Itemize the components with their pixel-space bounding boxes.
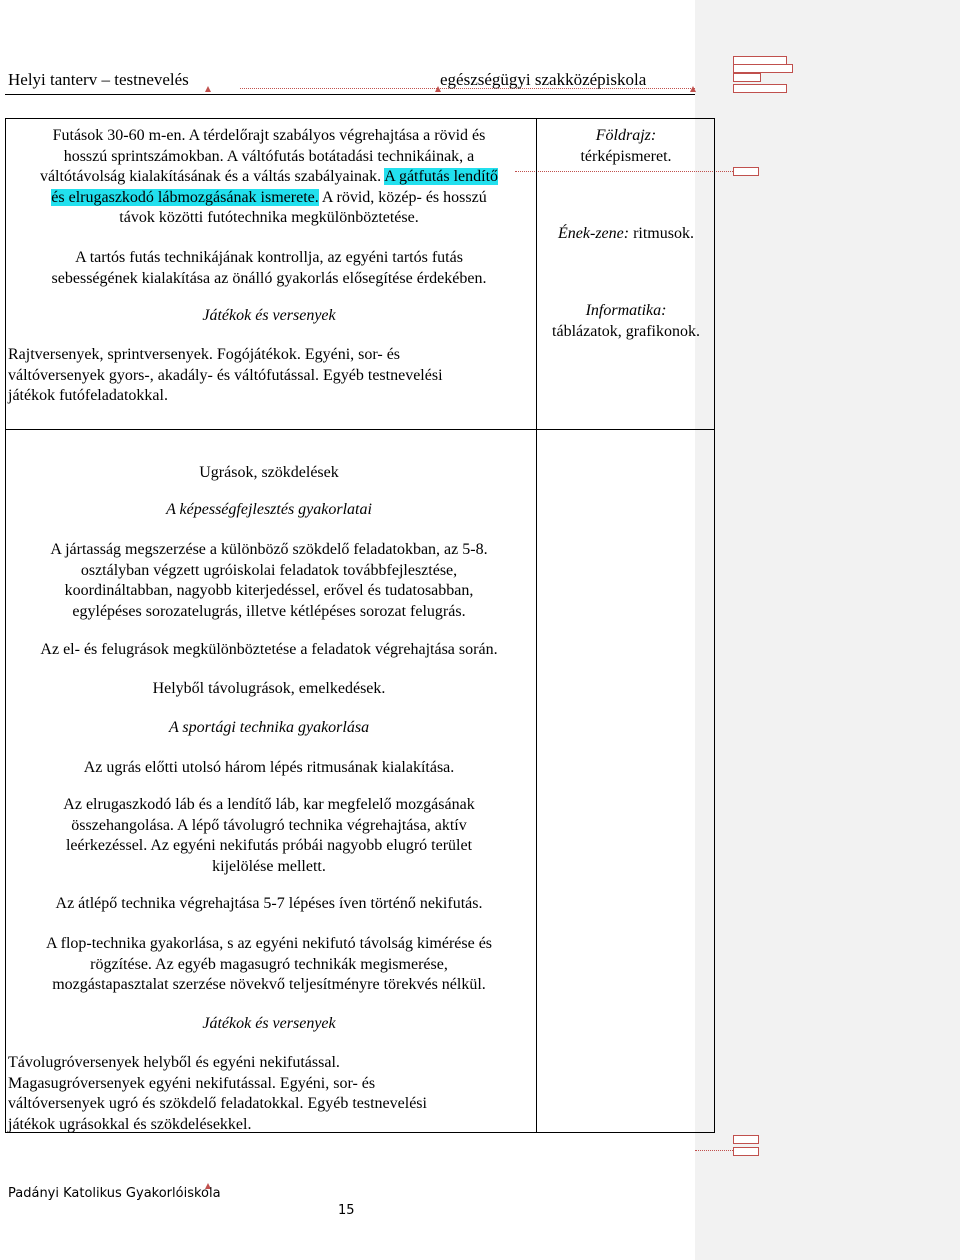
header-rule (5, 94, 695, 95)
subheading-abilities: A képességfejlesztés gyakorlatai (166, 501, 372, 518)
text-paragraph: Az átlépő technika végrehajtása 5-7 lépéses íven történő nekifutás. (55, 895, 483, 912)
text-line: egylépéses sorozatelugrás, illetve kétlépéses sorozat felugrás. (72, 602, 466, 620)
comment-balloon[interactable] (733, 73, 761, 82)
subject-label: Ének-zene: (558, 225, 630, 242)
subheading-technique: A sportági technika gyakorlása (168, 719, 370, 736)
text-line: távok közötti futótechnika megkülönböztetése. (119, 209, 419, 226)
comment-balloon[interactable] (733, 1147, 759, 1156)
text-line: leérkezéssel. Az egyéni nekifutás próbái nagyobb elugró terület (65, 837, 473, 854)
text-line: váltóversenyek gyors-, akadály- és váltófutással. Egyéb testnevelési (8, 366, 443, 384)
games-paragraph (8, 345, 533, 407)
text-line: kijelölése mellett. (212, 857, 326, 875)
text-line: A flop-technika gyakorlása, s az egyéni nekifutó távolság kimérése és (45, 935, 493, 952)
text-line: A tartós futás technikájának kontrollja, az egyéni tartós futás (75, 249, 463, 266)
highlighted-text: A gátfutás lendítő (384, 168, 499, 185)
text-line: hosszú sprintszámokban. A váltófutás botátadási technikáinak, a (63, 147, 475, 165)
subject-label: Földrajz: (595, 127, 657, 144)
text-line: Futások 30-60 m-en. A térdelőrajt szabályos végrehajtása a rövid és (52, 127, 486, 144)
text-line: sebességének kialakítása az önálló gyakorlás elősegítése érdekében. (51, 269, 487, 287)
running-paragraph (5, 126, 533, 229)
text-line: Rajtversenyek, sprintversenyek. Fogójátékok. Egyéni, sor- és (8, 346, 401, 363)
text-line: váltóversenyek ugró és szökdelő feladatokkal. Egyéb testnevelési (8, 1095, 427, 1112)
jumping-paragraph (5, 540, 533, 622)
text-paragraph: Az ugrás előtti utolsó három lépés ritmusának kialakítása. (83, 759, 455, 776)
link-music (536, 224, 716, 245)
text-line: összehangolása. A lépő távolugró technika végrehajtása, aktív (71, 816, 467, 834)
page-number: 15 (338, 1203, 355, 1218)
comment-balloon[interactable] (733, 1135, 759, 1144)
comment-margin-pane (695, 0, 960, 1260)
high-jump-paragraph (5, 934, 533, 996)
jump-games-paragraph (8, 1053, 533, 1135)
section-title: Ugrások, szökdelések (199, 464, 339, 481)
page-header (0, 70, 695, 94)
comment-balloon[interactable] (733, 167, 759, 176)
text-run: A rövid, közép- és hosszú (318, 188, 487, 206)
endurance-paragraph (5, 248, 533, 289)
link-geography (536, 126, 716, 167)
text-line: A jártasság megszerzése a különböző szökdelő feladatokban, az 5-8. (50, 541, 488, 558)
link-informatics (536, 301, 716, 342)
comment-balloon[interactable] (733, 84, 787, 93)
highlighted-text: és elrugaszkodó lábmozgásának ismerete. (51, 188, 319, 206)
long-jump-paragraph (5, 795, 533, 877)
header-school: egészségügyi szakközépiskola (440, 70, 647, 89)
footer-school: Padányi Katolikus Gyakorlóiskola (8, 1186, 221, 1201)
subject-label: Informatika: (585, 302, 667, 319)
text-line: osztályban végzett ugróiskolai feladatok továbbfejlesztése, (80, 561, 458, 579)
text-line (5, 188, 533, 209)
text-line: játékok ugrásokkal és szökdelésekkel. (8, 1115, 252, 1133)
text-paragraph: Helyből távolugrások, emelkedések. (152, 680, 386, 697)
text-run: váltótávolság kialakításának és a váltás szabályainak. (39, 168, 385, 185)
games-heading: Játékok és versenyek (202, 307, 336, 324)
subject-text: ritmusok. (629, 225, 694, 242)
text-line: mozgástapasztalat szerzése növekvő teljesítményre törekvés nélkül. (52, 976, 486, 993)
subject-text: térképismeret. (580, 147, 672, 165)
text-line: játékok futófeladatokkal. (8, 387, 168, 404)
header-title: Helyi tanterv – testnevelés (8, 70, 189, 89)
column-divider (536, 119, 537, 1132)
comment-connector (695, 1150, 733, 1151)
text-paragraph: Az el- és felugrások megkülönböztetése a feladatok végrehajtása során. (40, 641, 498, 658)
comment-balloon[interactable] (733, 64, 793, 73)
row-divider (6, 429, 714, 430)
text-line: Az elrugaszkodó láb és a lendítő láb, kar megfelelő mozgásának (63, 796, 475, 813)
subject-text: táblázatok, grafikonok. (552, 322, 700, 340)
text-line: Távolugróversenyek helyből és egyéni nekifutással. (8, 1054, 340, 1071)
games-heading: Játékok és versenyek (202, 1015, 336, 1032)
text-line: rögzítése. Az egyéb magasugró technikák megismerése, (90, 955, 448, 973)
text-line: Magasugróversenyek egyéni nekifutással. Egyéni, sor- és (8, 1074, 376, 1092)
text-line (5, 167, 533, 188)
text-line: koordináltabban, nagyobb kiterjedéssel, erővel és tudatosabban, (64, 582, 474, 599)
